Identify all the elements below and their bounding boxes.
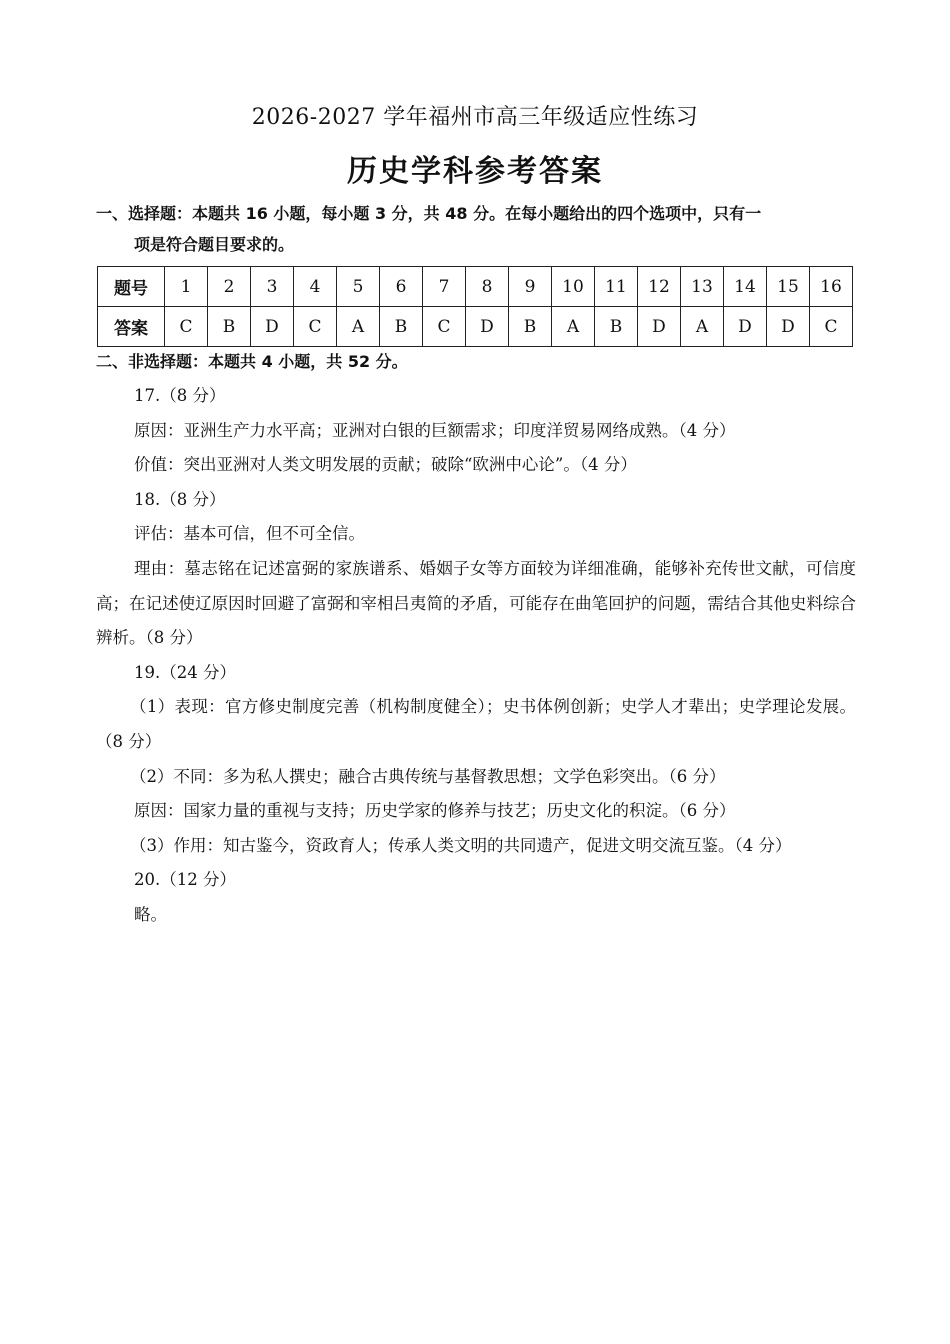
- question-number: 15: [767, 267, 810, 307]
- answer-cell: C: [810, 307, 853, 347]
- q19-part3: （3）作用：知古鉴今，资政育人；传承人类文明的共同遗产，促进文明交流互鉴。（4 分）: [130, 835, 792, 855]
- question-number: 10: [552, 267, 595, 307]
- answer-cell: D: [767, 307, 810, 347]
- q17-reason: 原因：亚洲生产力水平高；亚洲对白银的巨额需求；印度洋贸易网络成熟。（4 分）: [134, 420, 736, 440]
- question-number: 13: [681, 267, 724, 307]
- question-number: 16: [810, 267, 853, 307]
- question-number: 2: [208, 267, 251, 307]
- answer-cell: C: [165, 307, 208, 347]
- table-row-numbers: [98, 267, 853, 307]
- answer-cell: A: [337, 307, 380, 347]
- q18-assess: 评估：基本可信，但不可全信。: [134, 524, 365, 544]
- answer-cell: D: [638, 307, 681, 347]
- question-number: 14: [724, 267, 767, 307]
- answer-cell: A: [552, 307, 595, 347]
- section1-heading: [96, 198, 866, 260]
- answer-cell: B: [509, 307, 552, 347]
- answer-cell: D: [466, 307, 509, 347]
- question-number: 1: [165, 267, 208, 307]
- answer-cell: C: [423, 307, 466, 347]
- q19-part2: （2）不同：多为私人撰史；融合古典传统与基督教思想；文学色彩突出。（6 分）: [130, 766, 726, 786]
- question-number: 8: [466, 267, 509, 307]
- q19-part1: （1）表现：官方修史制度完善（机构制度健全）；史书体例创新；史学人才辈出；史学理论发展。（8 分）: [96, 697, 856, 751]
- q17-value: 价值：突出亚洲对人类文明发展的贡献；破除“欧洲中心论”。（4 分）: [134, 455, 637, 475]
- q20-label: 20.（12 分）: [134, 870, 236, 890]
- table-row-answers: [98, 307, 853, 347]
- question-number: 6: [380, 267, 423, 307]
- answer-cell: D: [724, 307, 767, 347]
- section1-line2: 项是符合题目要求的。: [134, 235, 295, 254]
- answer-cell: D: [251, 307, 294, 347]
- answer-body: [96, 379, 856, 933]
- question-number: 11: [595, 267, 638, 307]
- question-number: 5: [337, 267, 380, 307]
- row-label-answer: 答案: [98, 307, 165, 347]
- question-number: 9: [509, 267, 552, 307]
- question-number: 7: [423, 267, 466, 307]
- q19-label: 19.（24 分）: [134, 662, 236, 682]
- question-number: 3: [251, 267, 294, 307]
- question-number: 12: [638, 267, 681, 307]
- q17-label: 17.（8 分）: [134, 386, 226, 405]
- answer-table: [97, 266, 853, 347]
- question-number: 4: [294, 267, 337, 307]
- answer-cell: A: [681, 307, 724, 347]
- answer-cell: C: [294, 307, 337, 347]
- page-title: 历史学科参考答案: [347, 154, 603, 189]
- q18-reason: 理由：墓志铭在记述富弼的家族谱系、婚姻子女等方面较为详细准确，能够补充传世文献，可信度高；在记述使辽原因时回避了富弼和宰相吕夷简的矛盾，可能存在曲笔回护的问题，需结合其他史料综合辨析。（8 分）: [96, 558, 856, 648]
- exam-subtitle: 2026-2027 学年福州市高三年级适应性练习: [251, 105, 699, 130]
- q18-label: 18.（8 分）: [134, 489, 226, 509]
- section2-heading: 二、非选择题：本题共 4 小题，共 52 分。: [96, 352, 408, 371]
- q19-part2-reason: 原因：国家力量的重视与支持；历史学家的修养与技艺；历史文化的积淀。（6 分）: [134, 801, 736, 821]
- section1-line1: 一、选择题：本题共 16 小题，每小题 3 分，共 48 分。在每小题给出的四个选项中，只有一: [96, 204, 762, 223]
- row-label-number: 题号: [98, 267, 165, 307]
- answer-cell: B: [380, 307, 423, 347]
- q20-answer: 略。: [134, 904, 167, 924]
- answer-cell: B: [595, 307, 638, 347]
- answer-cell: B: [208, 307, 251, 347]
